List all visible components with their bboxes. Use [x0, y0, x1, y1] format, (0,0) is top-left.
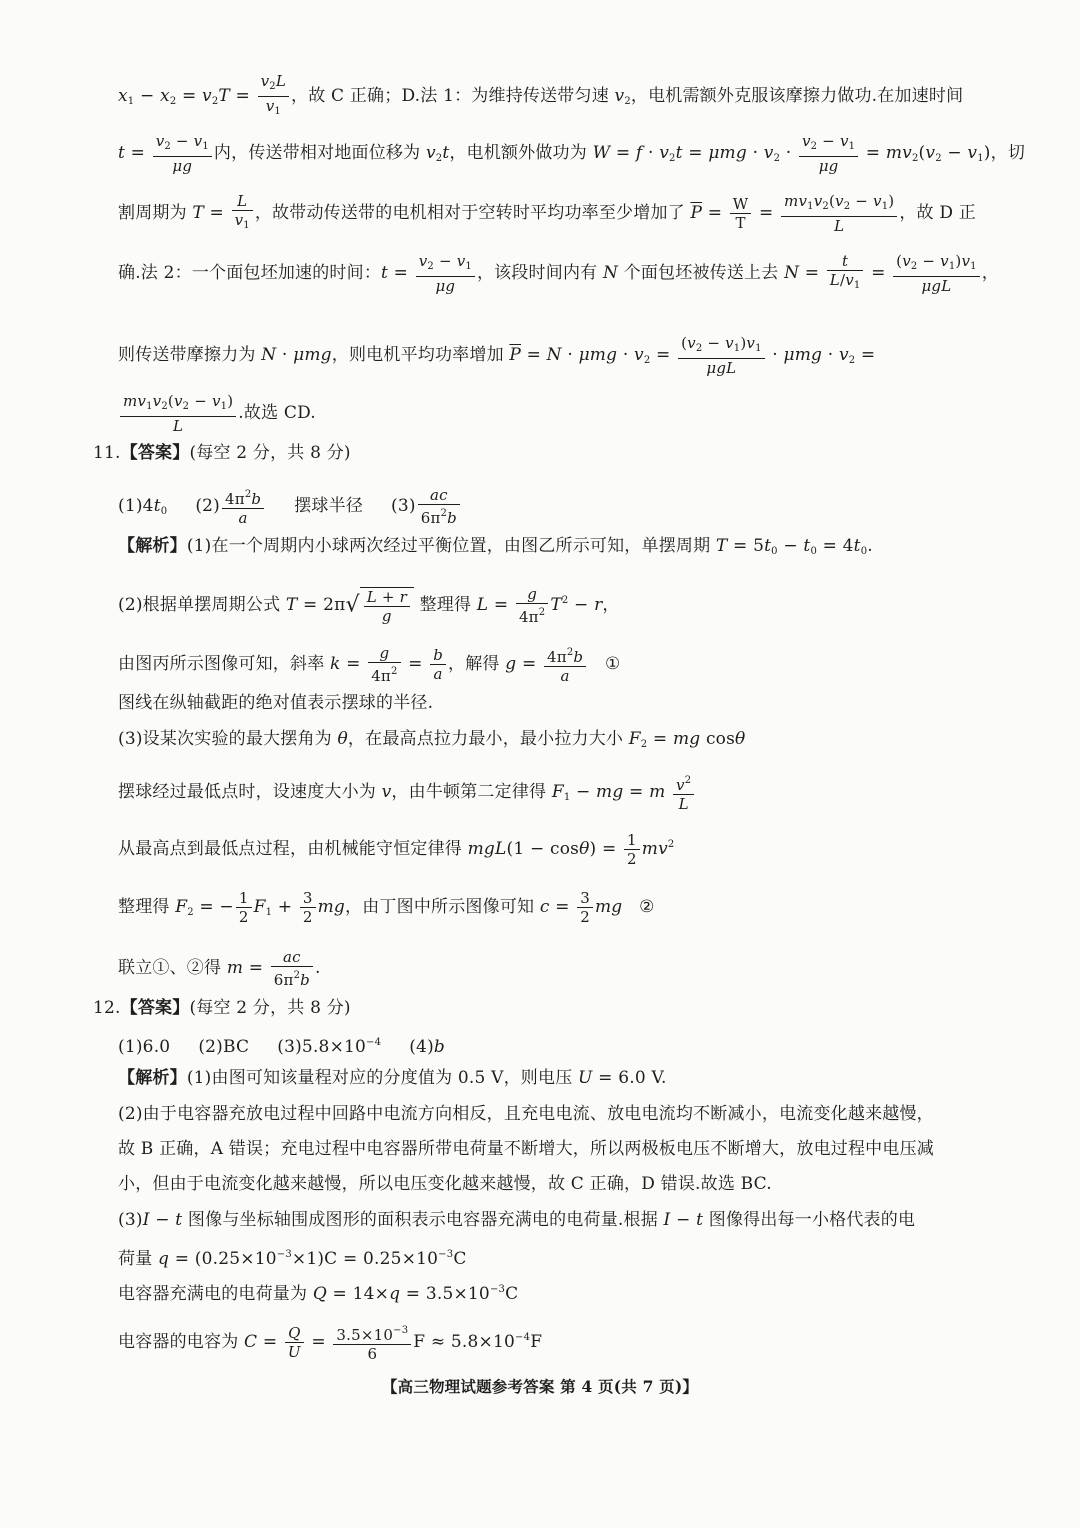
fraction: $\frac{ac}{6\pi^2b}$ [271, 948, 313, 989]
text-line: 电容器的电容为 C = $\frac{Q}{U}$ = $\frac{3.5\times 10^{-3}}{6}$ $F \approx 5.8\times 10^{-4}F$ [118, 1324, 543, 1363]
question-12-header [93, 995, 988, 1021]
fraction: $\frac{t}{L/v_1}$ [827, 252, 864, 295]
text-line: 【解析】(1)在一个周期内小球两次经过平衡位置，由图乙所示可知，单摆周期 $T = 5t_0 - t_0 = 4t_0$. [118, 536, 873, 557]
text-line: $\frac{mv_1v_2(v_2 - v_1)}{L}$ .故选 CD. [118, 392, 988, 435]
text-line: 联立①、②得 m = $\frac{ac}{6\pi^2b}$ . [118, 948, 321, 989]
fraction: $\frac{4\pi^2b}{a}$ [544, 644, 586, 685]
text-line: 则传送带摩擦力为 N · μmg，则电机平均功率增加 $\overline{P} = N \cdot \mu mg \cdot v_2$ = $\frac{(v_2 - v_1)v_1}{\text{μgL}}$ · $\mu mg \cdot v_2$ = [118, 334, 876, 377]
fraction: $\frac{v_2 - v_1}{\mu g}$ [153, 132, 212, 175]
fraction: $\frac{(v_2 - v_1)v_1}{\text{μgL}}$ [893, 252, 980, 295]
text-line: 小，但由于电流变化越来越慢，所以电压变化越来越慢，故 C 正确，D 错误.故选 BC. [118, 1174, 772, 1194]
text-line: t = $\frac{v_2 - v_1}{\mu g}$ 内，传送带相对地面位移为 $v_2t$，电机额外做功为 $W = f \cdot v_2t = \mu mg \cdot v_2$ · $\frac{v_2 - v_1}{\mu g}$ = $mv_2(v_2 - v_1)$，切 [118, 132, 1026, 175]
text-line: 【解析】(1)由图可知该量程对应的分度值为 0.5 V，则电压 U = 6.0 V. [118, 1068, 667, 1088]
question-number: 12. [93, 998, 121, 1018]
fraction: $\frac{v_2L}{v_1}$ [258, 72, 289, 121]
fraction: $\frac{Q}{U}$ [285, 1324, 304, 1361]
fraction: $\frac{b}{a}$ [430, 646, 446, 683]
fraction: $\frac{L}{v_1}$ [232, 192, 253, 235]
analysis-tag: 【解析】 [118, 1068, 187, 1088]
fraction: $\frac{g}{4\pi^2}$ [516, 585, 548, 626]
fraction: $\frac{ac}{6\pi^2b}$ [418, 486, 460, 527]
text-line: (3)I − t 图像与坐标轴围成图形的面积表示电容器充满电的电荷量.根据 I − t 图像得出每一小格代表的电 [118, 1210, 916, 1230]
text-line: 摆球经过最低点时，设速度大小为 v，由牛顿第二定律得 $F_1$ − mg = m $\frac{v^2}{L}$ [118, 772, 988, 813]
answer-tag: 【答案】 [120, 443, 190, 463]
fraction: $\frac{1}{2}$ [236, 889, 252, 926]
text-line: 由图丙所示图像可知，斜率 k = $\frac{g}{4\pi^2}$ = $\frac{b}{a}$ ，解得 g = $\frac{4\pi^2b}{a}$ ① [118, 644, 621, 685]
text-line: 荷量 $q = (0.25\times 10^{-3}\times 1)C = 0.25\times 10^{-3}C$ [118, 1249, 467, 1269]
text-line: 整理得 $F_2$ = − $\frac{1}{2}$ $F_1$ + $\frac{3}{2}$ mg，由丁图中所示图像可知 c = $\frac{3}{2}$ mg ② [118, 889, 655, 926]
text-line: (2)根据单摆周期公式 T = 2π√ $\frac{L + r}{g}$ 整理得 L = $\frac{g}{4\pi^2}$ $T^2 - r$， [118, 585, 620, 626]
text-line: 从最高点到最低点过程，由机械能守恒定律得 mgL(1 − cosθ) = $\frac{1}{2}$ $mv^2$ [118, 831, 675, 868]
text-line: 割周期为 T = $\frac{L}{v_1}$ ，故带动传送带的电机相对于空转时平均功率至少增加了 $\overline{P}$ = $\frac{W}{T}$ = $\frac{mv_1v_2(v_2 - v_1)}{L}$ ，故 D 正 [118, 192, 976, 235]
fraction: $\frac{(v_2 - v_1)v_1}{\text{μgL}}$ [678, 334, 765, 377]
fraction: $\frac{v_2 - v_1}{\mu g}$ [416, 252, 475, 295]
fraction: $\frac{3.5\times 10^{-3}}{6}$ [333, 1322, 411, 1363]
score-note: (每空 2 分，共 8 分) [189, 998, 351, 1018]
text-line: 故 B 正确，A 错误；充电过程中电容器所带电荷量不断增大，所以两极板电压不断增大，放电过程中电压减 [118, 1139, 934, 1159]
fraction: $\frac{mv_1v_2(v_2 - v_1)}{L}$ [781, 192, 897, 235]
score-note: (每空 2 分，共 8 分) [189, 443, 351, 463]
fraction: $\frac{v_2 - v_1}{\mu g}$ [799, 132, 858, 175]
text-line: 确.法 2：一个面包坯加速的时间：t = $\frac{v_2 - v_1}{\mu g}$ ，该段时间内有 N 个面包坯被传送上去 N = $\frac{t}{L/v_1}$ = $\frac{(v_2 - v_1)v_1}{\text{μgL}}$ ， [118, 252, 999, 295]
text-line: 电容器充满电的电荷量为 $Q = 14\times q = 3.5\times 10^{-3}C$ [118, 1284, 519, 1304]
fraction: $\frac{L + r}{g}$ [364, 588, 410, 625]
fraction: $\frac{1}{2}$ [624, 831, 640, 868]
fraction: $\frac{W}{T}$ [730, 195, 752, 232]
text-line: $x_1 - x_2 = v_2T$ = $\frac{v_2L}{v_1}$ ，故 C 正确；D.法 1：为维持传送带匀速 $v_2$，电机需额外克服该摩擦力做功.在加速时间 [118, 72, 988, 121]
question-number: 11. [93, 443, 121, 463]
fraction: $\frac{3}{2}$ [577, 889, 593, 926]
text-line: (3)设某次实验的最大摆角为 θ，在最高点拉力最小，最小拉力大小 $F_2$ = mg cosθ [118, 729, 746, 750]
fraction: $\frac{4\pi^2b}{a}$ [222, 486, 264, 527]
q12-answers: (1)6.0 (2)BC $(3)5.8\times 10^{-4}$ (4)b [118, 1037, 445, 1057]
text-line: (2)由于电容器充放电过程中回路中电流方向相反，且充电电流、放电电流均不断减小，电流变化越来越慢， [118, 1104, 934, 1124]
answer-tag: 【答案】 [120, 998, 190, 1018]
fraction: $\frac{3}{2}$ [300, 889, 316, 926]
fraction: $\frac{g}{4\pi^2}$ [368, 644, 400, 685]
analysis-tag: 【解析】 [118, 536, 187, 556]
q11-answers: $(1)4t_0$ (2) $\frac{4\pi^2b}{a}$ 摆球半径 (3) $\frac{ac}{6\pi^2b}$ [118, 486, 988, 527]
fraction: $\frac{mv_1v_2(v_2 - v_1)}{L}$ [120, 392, 236, 435]
question-11-header [93, 440, 988, 466]
fraction: $\frac{v^2}{L}$ [673, 772, 694, 813]
page-footer: 【高三物理试题参考答案 第 4 页(共 7 页)】 [381, 1377, 699, 1396]
text-line: 图线在纵轴截距的绝对值表示摆球的半径. [118, 693, 434, 713]
